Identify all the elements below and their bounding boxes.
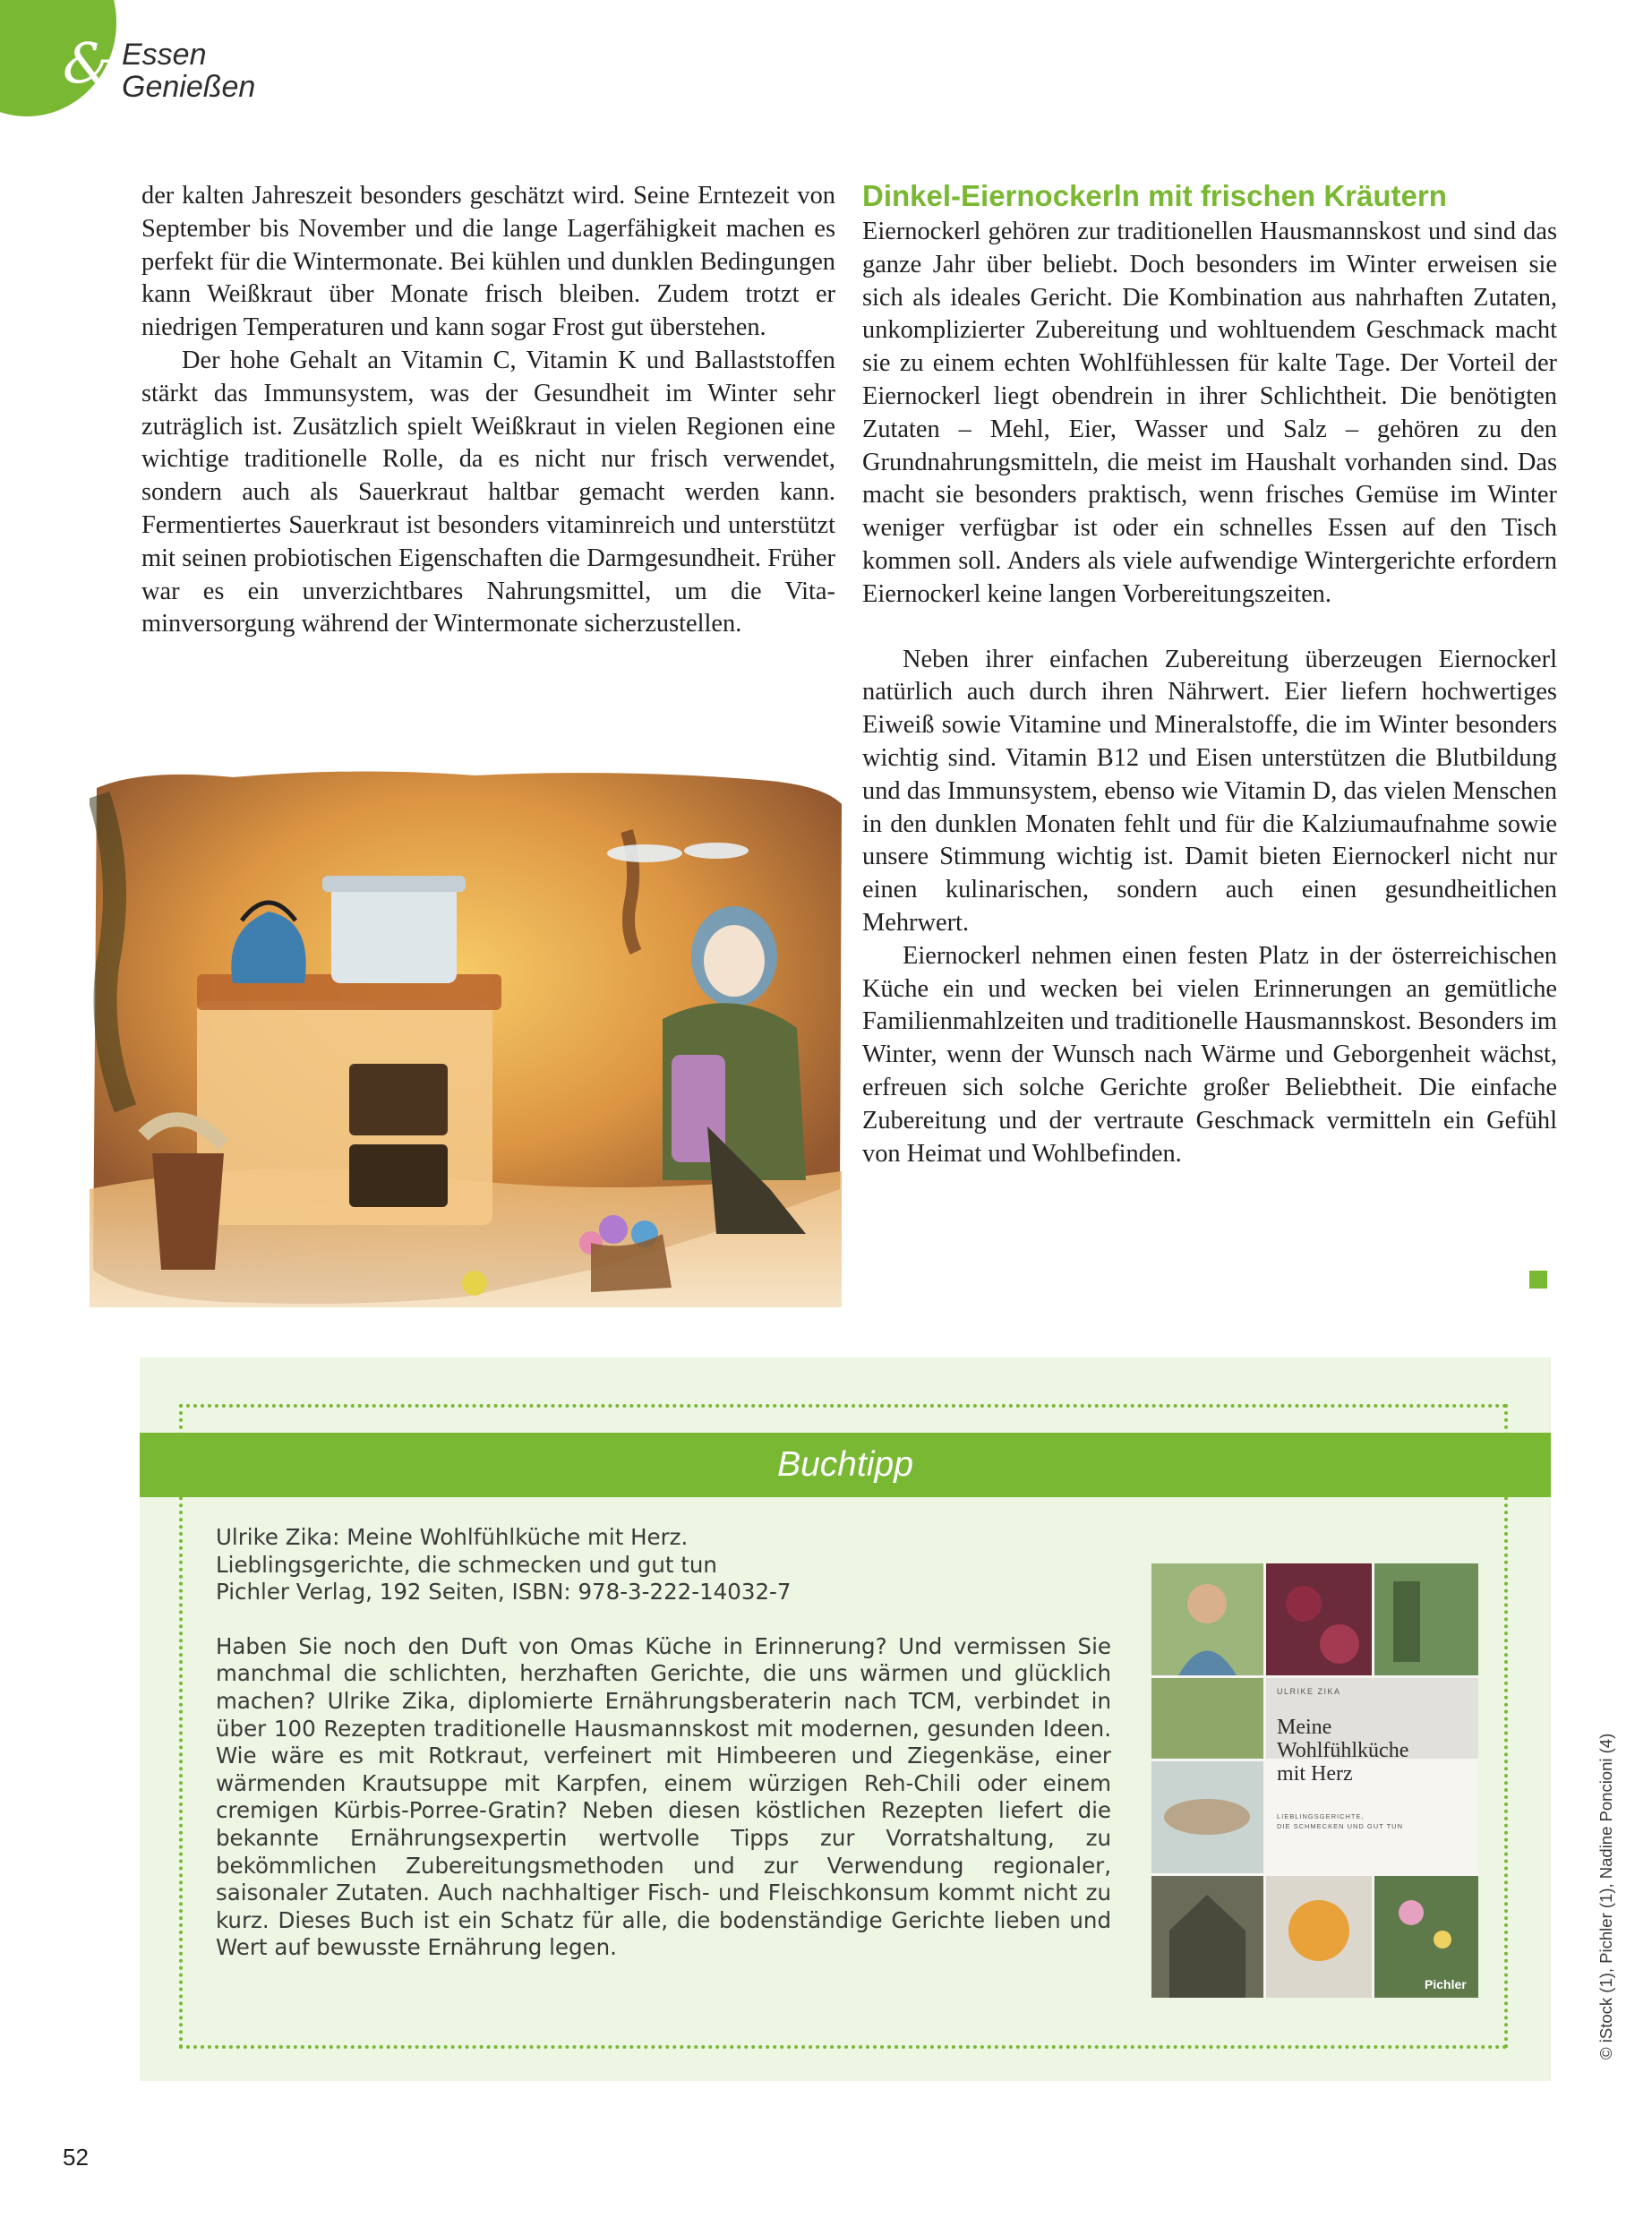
article-end-marker [1529,1271,1547,1289]
left-text-column [141,180,835,641]
article-paragraph: der kalten Jahreszeit besonders geschätzt wird. Seine Erntezeit von September bis November und die lange Lagerfähigkeit machen es perfekt für die Wintermonate. Bei kühlen und dunklen Bedingungen kann Weißkraut über Monate frisch bleiben. Zudem trotzt er niedrigen Temperaturen und kann sogar Frost gut überstehen. [141,182,835,342]
article-paragraph: Neben ihrer einfachen Zubereitung überzeugen Eiernockerl natürlich auch durch ihren Nährwert. Eier liefern hochwertiges Eiweiß sowie Vitamine und Mineralstoffe, die im Winter besonders wichtig sind. Vitamin B12 und Eisen unterstützen die Blutbildung und das Immunsystem, ebenso wie Vitamin D, das vielen Menschen in den dunklen Monaten fehlt und für die Kalziumaufnahme sowie unsere Stimmung wichtig ist. Damit bieten Eiernockerl nicht nur einen kulinarischen, sondern auch einen gesundheitlichen Mehrwert. [862,645,1557,937]
page-number: 52 [63,2144,89,2171]
section-title-essen: Essen [122,38,207,72]
book-author-title: Ulrike Zika: Meine Wohlfühlküche mit Herz. [216,1524,689,1550]
book-cover [1151,1563,1478,1998]
book-tip-text [216,1524,1111,1962]
book-cover-subtitle: DIE SCHMECKEN UND GUT TUN [1277,1822,1403,1830]
book-cover-title: mit Herz [1277,1762,1353,1786]
book-subtitle: Lieblingsgerichte, die schmecken und gut tun [216,1551,717,1578]
book-publisher-info: Pichler Verlag, 192 Seiten, ISBN: 978-3-222-14032-7 [216,1579,792,1606]
article-paragraph: Eiernockerl nehmen einen festen Platz in der österreichischen Küche ein und wecken bei vielen Erinnerungen an gemütliche Familienmahlzeiten und traditionelle Hausmannskost. Besonders im Winter, wenn der Wunsch nach Wärme und Geborgenheit wächst, erfreuen sich solche Gerichte großer Beliebtheit. Die einfache Zubereitung und der vertraute Geschmack vermitteln ein Gefühl von Heimat und Wohlbefinden. [862,941,1557,1168]
book-tip-heading: Buchtipp [140,1433,1551,1497]
book-description: Haben Sie noch den Duft von Omas Küche in Erinnerung? Und vermissen Sie manchmal die schlichten, herzhaften Gerichte, die uns wärmen und glücklich machen? Ulrike Zika, diplomierte Ernährungsberaterin nach TCM, verbindet in über 100 Rezepten traditionelle Hausmannskost mit modernen, gesunden Ideen. Wie wäre es mit Rotkraut, verfeinert mit Himbeeren und Ziegenkäse, einer wärmenden Krautsuppe mit Karpfen, einem würzigen Reh-Chili oder einem cremigen Kürbis-Porree-Gratin? Neben diesen köstlichen Rezepten liefert die bekannte Ernährungsexpertin wertvolle Tipps zur Vorratshaltung, zu bekömmlichen Zubereitungsmethoden und zur Verwendung regionaler, saisonaler Zutaten. Auch nachhaltiger Fisch- und Fleischkonsum kommt nicht zu kurz. Dieses Buch ist ein Schatz für alle, die bodenständige Gerichte lieben und Wert auf bewusste Ernährung legen. [216,1632,1111,1961]
book-cover-author: ULRIKE ZIKA [1277,1687,1341,1696]
article-paragraph: Der hohe Gehalt an Vitamin C, Vitamin K und Ballaststoffen stärkt das Immunsystem, was der Gesundheit im Winter sehr zuträglich ist. Zusätzlich spielt Weißkraut in vielen Regionen eine wichtige traditionelle Rolle, da es nicht nur frisch verwendet, sondern auch als Sauerkraut haltbar gemacht werden kann. Fermentiertes Sauerkraut ist besonders vitaminreich und unterstützt mit seinen probiotischen Eigenschaften die Darmgesundheit. Früher war es ein unverzichtbares Nahrungsmittel, um die Vitaminversorgung während der Wintermonate sicherzustellen. [141,346,835,638]
right-text-column [862,178,1557,1170]
photo-credit: © iStock (1), Pichler (1), Nadine Poncioni (4) [1596,1733,1615,2060]
section-logo-ampersand: & [63,30,113,96]
book-cover-title: Wohlfühlküche [1277,1739,1409,1762]
watercolor-kitchen-illustration [90,768,846,1307]
book-cover-title: Meine [1277,1716,1332,1739]
article-paragraph: Eiernockerl gehören zur traditionellen Hausmannskost und sind das ganze Jahr über beliebt. Doch besonders im Winter erweisen sie sich als ideales Gericht. Die Kombination aus nahrhaften Zutaten, unkomplizierter Zubereitung und wohltuendem Geschmack macht sie zu einem echten Wohlfühlessen für kalte Tage. Der Vorteil der Eiernockerl liegt obendrein in ihrer Schlichtheit. Die benötigten Zutaten – Mehl, Eier, Wasser und Salz – gehören zu den Grundnahrungsmitteln, die meist im Haushalt vorhanden sind. Das macht sie besonders praktisch, wenn frisches Gemüse im Winter weniger verfügbar ist oder ein schnelles Essen auf den Tisch kommen soll. Anders als viele aufwendige Wintergerichte erfordern Eiernockerl keine langen Vorbereitungszeiten. [862,218,1557,608]
book-cover-subtitle: LIEBLINGSGERICHTE, [1277,1812,1365,1820]
book-cover-publisher: Pichler [1425,1977,1467,1991]
section-title-geniessen: Genießen [122,70,256,104]
recipe-title: Dinkel-Eiernockerln mit frischen Kräutern [862,179,1447,212]
